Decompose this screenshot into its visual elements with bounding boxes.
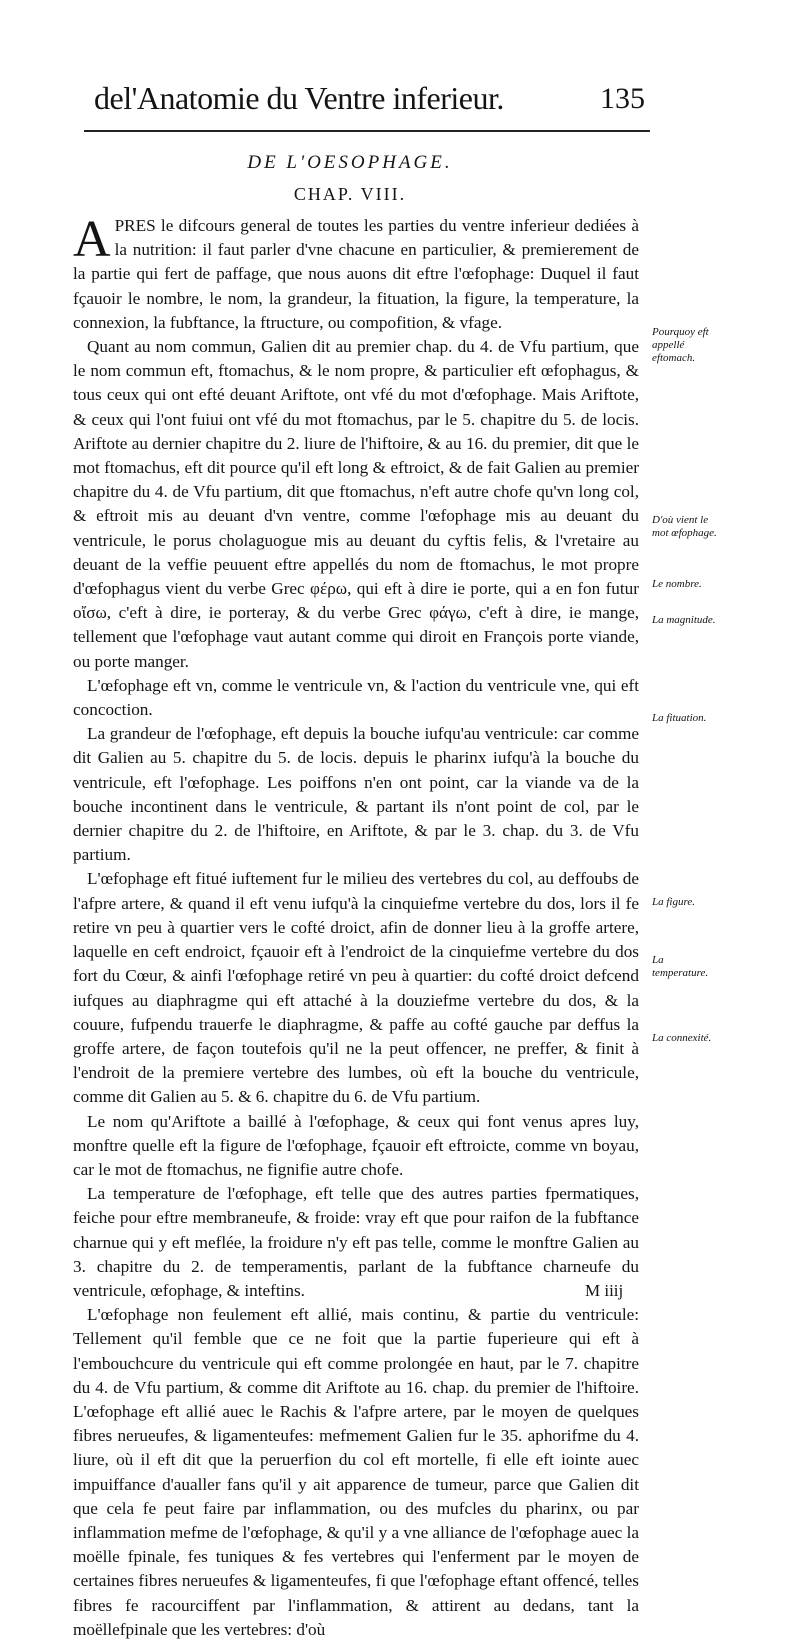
paragraph-1	[73, 211, 639, 335]
paragraph-text: PRES le difcours general de toutes les parties du ventre inferieur dediées à la nutrition: il faut parler d'vne chacune en particulier, & premierement de la partie qui fert de paffage, que nous auons dit eftre l'œfophage: Duquel il faut fçauoir le nombre, le nom, la grandeur, la fituation, la figure, la temperature, la connexion, la fubftance, la ftructure, ou compofition, & vfage.	[73, 216, 639, 332]
running-title: del'Anatomie du Ventre inferieur.	[94, 80, 504, 116]
chapter-title: CHAP. VIII.	[293, 184, 407, 204]
paragraph-6: Le nom qu'Ariftote a baillé à l'œfophage, & ceux qui font venus apres luy, monftre quelle eft la figure de l'œfophage, fçauoir eft eftroicte, comme vn boyau, car le mot de ftomachus, ne fignifie autre chofe.	[73, 1111, 639, 1179]
margin-note-connexite: La connexité.	[652, 1032, 712, 1044]
margin-note-figure: La figure.	[652, 896, 695, 908]
body-text	[73, 211, 639, 1642]
paragraph-5: L'œfophage eft fitué iuftement fur le milieu des vertebres du col, au deffoubs de l'afpre artere, & quand il eft venu iufqu'à la cinquiefme vertebre du dos, lors il fe retire vn peu à quartier vers le cofté droict, afin de donner lieu à la groffe artere, laquelle en ceft endroict, fçauoir eft à l'endroict de la cinquiefme vertebre du dos fort du Cœur, & ainfi l'œfophage retiré vn peu à quartier: du cofté droict defcend iufques au diaphragme qui eft attaché à la douziefme vertebre du dos, & la couure, fufpendu trauerfe le diaphragme, & paffe au cofté gauche par deffus la groffe artere, de façon toutefois qu'il ne la peut offencer, ne preffer, & finit à l'endroit de la premiere vertebre des lumbes, où eft la bouche du ventricule, comme dit Galien au 5. & 6. chapitre du 6. de Vfu partium.	[73, 869, 639, 1107]
paragraph-2: Quant au nom commun, Galien dit au premier chap. du 4. de Vfu partium, que le nom commun eft, ftomachus, & le nom propre, & particulier eft œfophagus, & tous ceux qui ont efté deuant Ariftote, ont vfé du mot d'œfophage. Mais Ariftote, & ceux qui l'ont fuiui ont vfé du mot ftomachus, par le 5. chapitre du 5. de locis. Ariftote au dernier chapitre du 2. liure de l'hiftoire, & au 16. du premier, dit que le mot ftomachus, eft dit pource qu'il eft long & eftroict, & de fait Galien au premier chapitre du 4. de Vfu partium, dit que ftomachus, n'eft autre chofe qu'vn long col, & eftroit mis au deuant d'vn ventre, comme l'œfophage mis au deuant du ventricule, le porus cholaguogue mis au deuant du cyftis felis, & l'vretaire au deuant de la veffie peuuent eftre appellés du nom de ftomachus, le mot propre d'œfophagus vient du verbe Grec φέρω, qui eft à dire ie porte, qui a en fon futur οἴσω, c'eft à dire, ie porteray, & du verbe Grec φάγω, c'eft à dire, ie mange, tellement que l'œfophage vaut autant comme qui diroit en François porte viande, ou porte manger.	[73, 337, 639, 671]
margin-note-pourquoy: Pourquoy eft appellé eftomach.	[652, 326, 709, 364]
paragraph-8: L'œfophage non feulement eft allié, mais continu, & partie du ventricule: Tellement qu'il femble que ce ne foit que la partie fuperieure qui eft à l'embouchcure du ventricule qui eft comme prolongée en haut, par le 7. chapitre du 4. de Vfu partium, & comme dit Ariftote au 16. chap. du premier de l'hiftoire. L'œfophage eft allié auec le Rachis & l'afpre artere, par le moyen de quelques fibres nerueufes, & ligamenteufes: mefmement Galien fur le 35. aphorifme du 4. liure, où il eft dit que la peruerfion du col eft mortelle, fi elle eft iointe auec impuiffance d'aualler fans qu'il y ait apparence de tumeur, parce que Galien dit que cela fe peut faire par inflammation, ou des mufcles du pharinx, ou par inflammation mefme de l'œfophage, & qu'il y a vne alliance de l'œfophage auec la moëlle fpinale, fes tuniques & fes vertebres qui l'enferment par le moyen de certaines fibres nerueufes & ligamenteufes, fi que l'œfophage eftant offencé, telles fibres fe racourciffent par l'inflammation, & attirent au dedans, tant la moëllefpinale que les vertebres: d'où	[73, 1305, 639, 1639]
margin-note-nombre: Le nombre.	[652, 578, 702, 590]
margin-note-magnitude: La magnitude.	[652, 614, 716, 626]
header-rule	[84, 130, 650, 132]
paragraph-4: La grandeur de l'œfophage, eft depuis la bouche iufqu'au ventricule: car comme dit Galien au 5. chapitre du 5. de locis. depuis le pharinx iufqu'à la bouche du ventricule, eft l'œfophage. Les poiffons n'en ont point, car la viande va de la bouche incontinent dans le ventricule, & partant ils n'ont point de col, par le dernier chapitre du 2. de l'hiftoire, en Ariftote, & par le 3. chap. du 3. de Vfu partium.	[73, 724, 639, 865]
drop-cap: A	[73, 211, 111, 268]
margin-note-situation: La fituation.	[652, 712, 707, 724]
paragraph-7: La temperature de l'œfophage, eft telle que des autres parties fpermatiques, feiche pour eftre membraneufe, & froide: vray eft que pour raifon de la fubftance charnue qui y eft meflée, la froidure n'y eft pas telle, comme le monftre Galien au 3. chapitre du 2. de temperamentis, parlant de la fubftance charneufe du ventricule, œfophage, & inteftins.	[73, 1184, 639, 1300]
paragraph-3: L'œfophage eft vn, comme le ventricule vn, & l'action du ventricule vne, qui eft concoction.	[73, 675, 639, 720]
signature-mark: M iiij	[585, 1281, 624, 1300]
margin-note-dou-vient: D'où vient le mot œfophage.	[652, 514, 717, 539]
section-title: DE L'OESOPHAGE.	[247, 152, 453, 173]
page-number: 135	[600, 82, 645, 115]
margin-note-temperature: La temperature.	[652, 954, 709, 979]
